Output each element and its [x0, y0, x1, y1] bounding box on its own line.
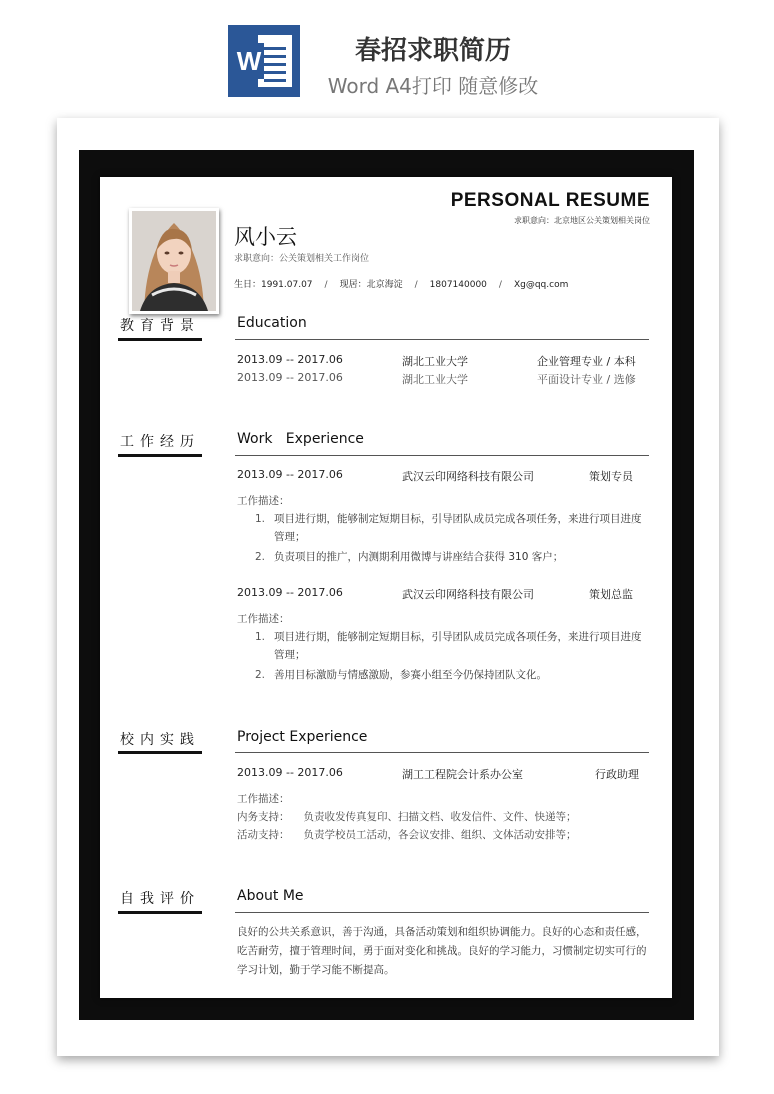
job-desc-label: 工作描述： [237, 495, 290, 507]
list-item: 2. 善用目标激励与情感激励，参赛小组至今仍保持团队文化。 [255, 669, 547, 681]
word-letter: W [234, 43, 264, 79]
campus-title-en: Project Experience [237, 729, 368, 745]
job-desc-label: 工作描述： [237, 613, 290, 625]
list-item: 1. 项目进行期，能够制定短期目标，引导团队成员完成各项任务，来进行项目进度管理； [255, 513, 642, 543]
section-bar [118, 911, 202, 914]
section-bar [118, 751, 202, 754]
about-title-en: About Me [237, 888, 304, 904]
resume-heading: PERSONAL RESUME [450, 190, 650, 211]
about-text: 良好的公共关系意识，善于沟通，具备活动策划和组织协调能力。良好的心态和责任感，吃苦耐劳，擅于管理时间，勇于面对变化和挑战。良好的学习能力，习惯制定切实可行的学习计划，勤于学习能不断提高。 [237, 926, 647, 976]
profile-photo [129, 208, 219, 314]
about-title-cn: 自我评价 [120, 891, 200, 907]
section-divider [235, 455, 649, 456]
section-divider [235, 912, 649, 913]
work-title-cn: 工作经历 [120, 434, 200, 450]
residence: 现居：北京海淀 [339, 280, 403, 290]
resume-heading-sub: 求职意向：北京地区公关策划相关岗位 [514, 216, 650, 225]
work-title-en: Work Experience [237, 431, 364, 447]
campus-line: 内务支持： 负责收发传真复印、扫描文档、收发信件、文件、快递等； [237, 811, 577, 823]
campus-title-cn: 校内实践 [120, 732, 200, 748]
page-title: 春招求职简历 [354, 36, 511, 66]
education-title-en: Education [237, 315, 307, 331]
list-item: 2. 负责项目的推广，内测期利用微博与讲座结合获得 310 客户； [255, 551, 564, 563]
campus-desc-label: 工作描述： [237, 793, 290, 805]
campus-line: 活动支持： 负责学校员工活动，各会议安排、组织、文体活动安排等； [237, 829, 577, 841]
section-bar [118, 338, 202, 341]
list-item: 1. 项目进行期，能够制定短期目标，引导团队成员完成各项任务，来进行项目进度管理； [255, 631, 642, 661]
section-divider [235, 339, 649, 340]
birth-date: 生日：1991.07.07 [234, 280, 313, 290]
resume-page: PERSONAL RESUME 求职意向：北京地区公关策划相关岗位 风小云 求职意向：公关策划相关工作岗位 生日：1991.07.07 / 现居：北京海淀 / 1807140000 / Xg@qq.com 教育背景 Education 2013.09 -- 2017.06 湖北工业大学 企业管理专业 / 本科 2013.09 -- 2017.06 湖北工业大学 平面设计专业 / 选修 工作经历 Work Experience 2013.09 -- 2017.06 武汉云印网络科技有限公司 策划专员 工作描述： 1. 项目进行期，能够制定短期目标，引导团队成员完成各项任务，来进行项目进度管理； 2. 负责项目的推广，内测期利用微博与讲座结合获得 310 客户； 2013.09 -- 2017.06 武汉云印网络科技有限公司 策划总监 工作描述： 1. 项目进行期，能够制定短期目标，引导团队成员完成各项任务，来进行项目进度管理； 2. 善用目标激励与情感激励，参赛小组至今仍保持团队文化。 校内实践 Project Experience 2013.09 -- 2017.06 湖工工程院会计系办公室 行政助理 工作描述： 内务支持： 负责收发传真复印、扫描文档、收发信件、文件、快递等； 活动支持： 负责学校员工活动，各会议安排、组织、文体活动安排等； 自我评价 About Me 良好的公共关系意识，善于沟通，具备活动策划和组织协调能力。良好的心态和责任感，吃苦耐劳，擅于管理时间，勇于面对变化和挑战。良好的学习能力，习惯制定切实可行的学习计划，勤于学习能不断提高。 [100, 177, 672, 998]
section-divider [235, 752, 649, 753]
page-subtitle: Word A4打印 随意修改 [327, 74, 539, 98]
candidate-name: 风小云 [234, 225, 297, 249]
job-intent: 求职意向：公关策划相关工作岗位 [234, 254, 370, 264]
section-bar [118, 454, 202, 457]
contact-info: 生日：1991.07.07 / 现居：北京海淀 / 1807140000 / Xg@qq.com [234, 277, 568, 290]
phone-number: 1807140000 [429, 280, 487, 290]
education-title-cn: 教育背景 [120, 318, 200, 334]
email-address: Xg@qq.com [513, 280, 569, 290]
word-logo-icon [228, 25, 300, 97]
